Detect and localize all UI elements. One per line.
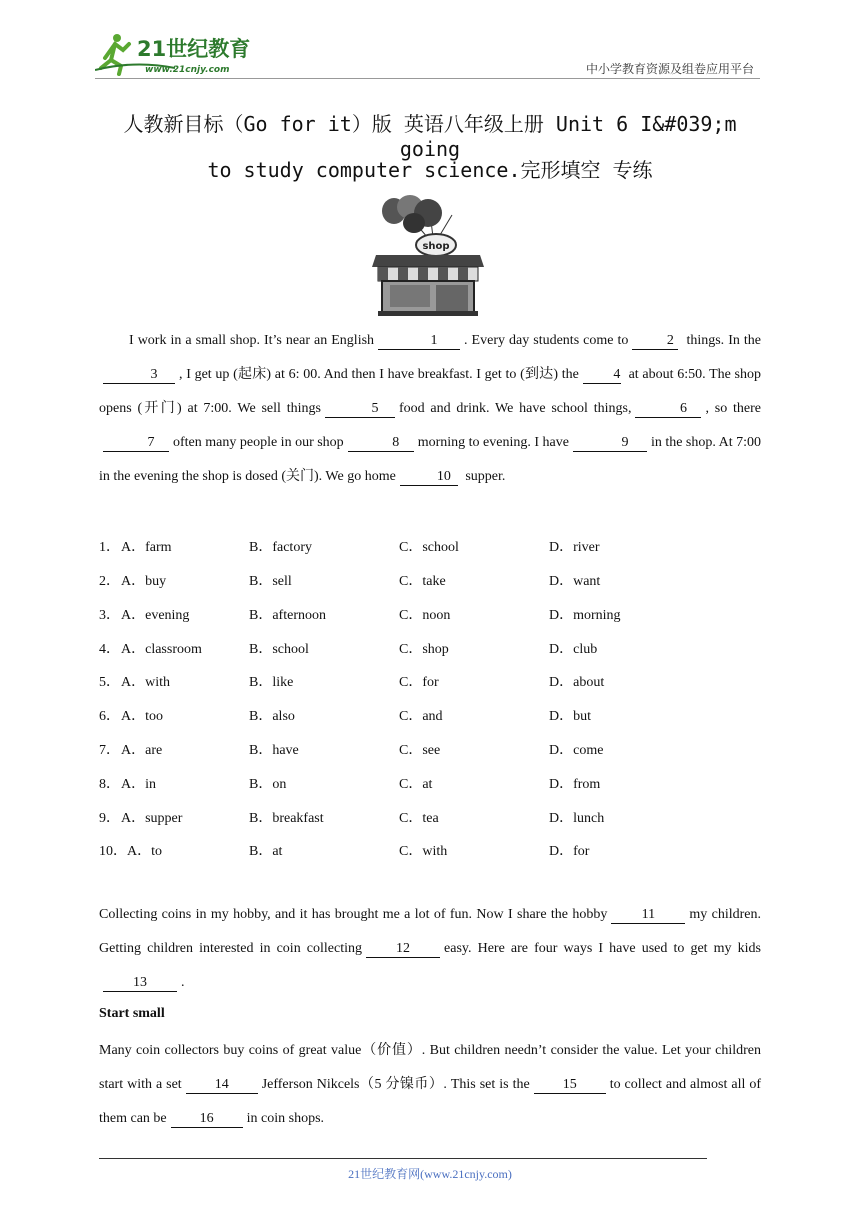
option-7b[interactable]: B．have — [249, 743, 299, 758]
page-header — [95, 30, 760, 80]
option-4b[interactable]: B．school — [249, 642, 309, 657]
blank-12[interactable]: 12 — [366, 941, 440, 958]
option-6c[interactable]: C．and — [399, 709, 443, 724]
footer-link[interactable]: 21世纪教育网(www.21cnjy.com) — [348, 1167, 512, 1181]
svg-text:www.21cnjy.com: www.21cnjy.com — [145, 65, 230, 75]
option-3a[interactable]: A．evening — [121, 608, 190, 623]
option-10c[interactable]: C．with — [399, 844, 448, 859]
blank-4[interactable]: 4 — [583, 367, 621, 384]
option-10a[interactable]: A．to — [127, 844, 162, 859]
option-1b[interactable]: B．factory — [249, 540, 312, 555]
option-5b[interactable]: B．like — [249, 675, 294, 690]
option-3c[interactable]: C．noon — [399, 608, 451, 623]
blank-14[interactable]: 14 — [186, 1077, 258, 1094]
option-10b[interactable]: B．at — [249, 844, 283, 859]
blank-1[interactable]: 1 — [378, 333, 460, 350]
option-4c[interactable]: C．shop — [399, 642, 449, 657]
blank-6[interactable]: 6 — [635, 401, 701, 418]
blank-7[interactable]: 7 — [103, 435, 169, 452]
option-2c[interactable]: C．take — [399, 574, 446, 589]
logo-21cnjy — [95, 32, 265, 76]
passage-2: Collecting coins in my hobby, and it has brought me a lot of fun. Now I share the hobby 11 my children. Getting children interested in coin collecting 12 easy. Here are four ways I have used to get my kids13 . — [99, 907, 762, 990]
option-8c[interactable]: C．at — [399, 777, 433, 792]
option-2a[interactable]: A．buy — [121, 574, 167, 589]
option-4d[interactable]: D．club — [549, 642, 598, 657]
option-5d[interactable]: D．about — [549, 675, 605, 690]
passage-3: Many coin collectors buy coins of great value（价值）. But children needn’t consider the value. Let your children start with a set 14 Jefferson Nikcels（5 分镍币）. This set is the 15 to collect and almost all of them can be 16 in coin shops. — [99, 1043, 761, 1126]
option-9d[interactable]: D．lunch — [549, 811, 605, 826]
blank-2[interactable]: 2 — [632, 333, 678, 350]
blank-15[interactable]: 15 — [534, 1077, 606, 1094]
blank-5[interactable]: 5 — [325, 401, 395, 418]
option-9b[interactable]: B．breakfast — [249, 811, 324, 826]
option-7c[interactable]: C．see — [399, 743, 441, 758]
option-9a[interactable]: A．supper — [121, 811, 183, 826]
passage-1: I work in a small shop. It’s near an English 1 . Every day students come to 2 things. In the3 , I get up (起床) at 6: 00. And then I have breakfast. I get to (到达) the 4 at about 6:50. The shop opens (开门) at 7:00. We sell things 5 food and drink. We have school things, 6 , so there7 often many people in our shop 8 morning to evening. I have 9 in the shop. At 7:00 in the evening the shop is dosed (关门). We go home 10 supper. — [99, 333, 761, 484]
option-7d[interactable]: D．come — [549, 743, 604, 758]
option-4a[interactable]: A．classroom — [121, 642, 202, 657]
option-6a[interactable]: A．too — [121, 709, 163, 724]
header-platform-text: 中小学教育资源及组卷应用平台 — [585, 62, 754, 76]
blank-13[interactable]: 13 — [103, 975, 177, 992]
option-3d[interactable]: D．morning — [549, 608, 621, 623]
svg-text:21世纪教育: 21世纪教育 — [137, 37, 251, 61]
option-5c[interactable]: C．for — [399, 675, 439, 690]
option-8a[interactable]: A．in — [121, 777, 156, 792]
option-9c[interactable]: C．tea — [399, 811, 439, 826]
page-title-line1: 人教新目标（Go for it）版 英语八年级上册 Unit 6 I&#039;m going — [123, 112, 737, 161]
blank-10[interactable]: 10 — [400, 469, 458, 486]
header-divider — [95, 78, 760, 79]
footer-divider — [99, 1158, 707, 1159]
shop-illustration — [372, 195, 487, 317]
option-3b[interactable]: B．afternoon — [249, 608, 326, 623]
option-6d[interactable]: D．but — [549, 709, 591, 724]
blank-11[interactable]: 11 — [611, 907, 685, 924]
blank-8[interactable]: 8 — [348, 435, 414, 452]
option-2d[interactable]: D．want — [549, 574, 601, 589]
option-8d[interactable]: D．from — [549, 777, 601, 792]
page-title-line2: to study computer science.完形填空 专练 — [207, 158, 653, 182]
option-7a[interactable]: A．are — [121, 743, 163, 758]
subheading-start-small: Start small — [99, 1006, 165, 1021]
option-8b[interactable]: B．on — [249, 777, 287, 792]
option-5a[interactable]: A．with — [121, 675, 170, 690]
blank-3[interactable]: 3 — [103, 367, 175, 384]
blank-16[interactable]: 16 — [171, 1111, 243, 1128]
option-6b[interactable]: B．also — [249, 709, 295, 724]
option-10d[interactable]: D．for — [549, 844, 590, 859]
svg-text:shop: shop — [422, 241, 450, 252]
option-1d[interactable]: D．river — [549, 540, 600, 555]
option-1c[interactable]: C．school — [399, 540, 459, 555]
blank-9[interactable]: 9 — [573, 435, 647, 452]
option-1a[interactable]: A．farm — [121, 540, 172, 555]
option-2b[interactable]: B．sell — [249, 574, 292, 589]
